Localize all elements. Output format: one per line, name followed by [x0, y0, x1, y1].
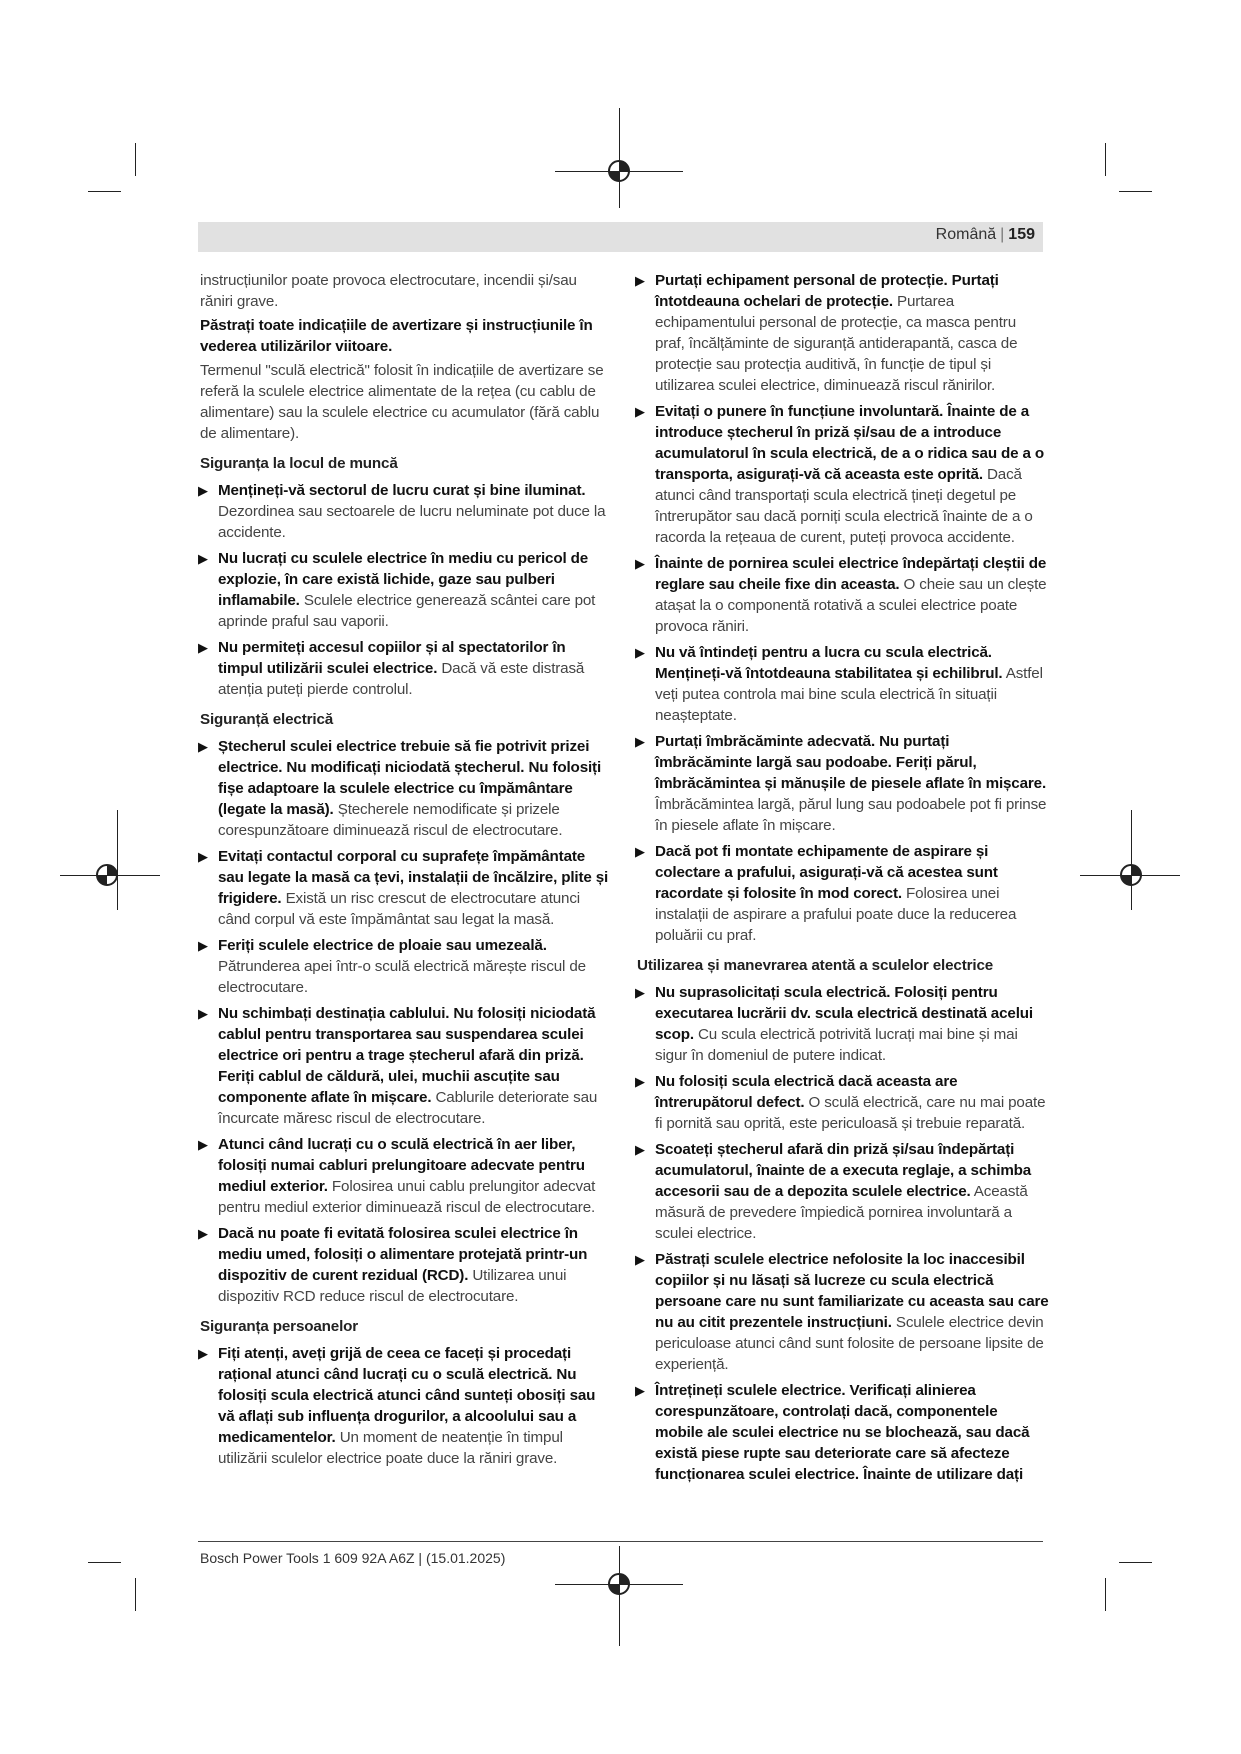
- item-bold: Feriți sculele electrice de ploaie sau umezeală.: [218, 937, 547, 954]
- section-title-usage: Utilizarea și manevrarea atentă a sculelor electrice: [637, 957, 994, 974]
- bullet-triangle-icon: ▶: [635, 404, 645, 419]
- item-bold: Nu lucrați cu sculele electrice în mediu cu pericol de explozie, în care există lichide, gaze sau pulberi inflamabile.: [218, 550, 589, 609]
- bullet-triangle-icon: ▶: [198, 849, 208, 864]
- item-text: Există un risc crescut de electrocutare atunci când corpul vă este împământat sau legat la masă.: [218, 890, 581, 928]
- item-bold: Ștecherul sculei electrice trebuie să fie potrivit prizei electrice. Nu modificați niciodată ștecherul. Nu folosiți fișe adaptoare la sculele electrice cu împământare (legate la masă).: [218, 738, 602, 818]
- item-bold: Nu permiteți accesul copiilor și al spectatorilor în timpul utilizării sculei electrice.: [218, 639, 566, 677]
- item-text: Dezordinea sau sectoarele de lucru neluminate pot duce la accidente.: [218, 503, 606, 541]
- bullet-triangle-icon: ▶: [635, 1383, 645, 1398]
- bullet-triangle-icon: ▶: [198, 1137, 208, 1152]
- list-item: [200, 935, 610, 998]
- bullet-triangle-icon: ▶: [635, 844, 645, 859]
- bullet-triangle-icon: ▶: [198, 1346, 208, 1361]
- item-bold: Evitați contactul corporal cu suprafețe împământate sau legate la masă ca țevi, instalații de încălzire, plite și frigidere.: [218, 848, 609, 907]
- item-bold: Nu folosiți scula electrică dacă aceasta are întrerupătorul defect.: [655, 1073, 958, 1111]
- term-definition: Termenul "sculă electrică" folosit în indicațiile de avertizare se referă la sculele electrice alimentate de la rețea (cu cablu de alimentare) sau la sculele electrice cu acumulator (fără cablu de alimentare).: [200, 362, 604, 442]
- list-item: [637, 731, 1049, 836]
- item-text: Folosirea unei instalații de aspirare a prafului poate duce la reducerea poluării cu praf.: [655, 885, 1017, 944]
- header-label: Română | 159: [935, 226, 1035, 243]
- item-bold: Purtați echipament personal de protecție. Purtați întotdeauna ochelari de protecție.: [655, 272, 999, 310]
- crop-mark: [135, 1578, 136, 1611]
- item-text: Ștecherele nemodificate și prizele corespunzătoare diminuează riscul de electrocutare.: [218, 801, 563, 839]
- list-item: [637, 1380, 1049, 1485]
- item-bold: Dacă pot fi montate echipamente de aspirare și colectare a prafului, asigurați-vă că acestea sunt racordate și folosite în mod corect.: [655, 843, 998, 902]
- list-item: [637, 401, 1049, 548]
- item-bold: Scoateți ștecherul afară din priză și/sau îndepărtați acumulatorul, înainte de a executa reglaje, a schimba accesorii sau de a depozita sculele electrice.: [655, 1141, 1032, 1200]
- item-text: Purtarea echipamentului personal de protecție, ca masca pentru praf, încălțăminte de siguranță antiderapantă, casca de protecție sau protecția auditivă, în funcție de tipul și utilizarea sculei electrice, diminuează riscul rănirilor.: [655, 293, 1018, 394]
- list-item: [637, 1071, 1049, 1134]
- item-text: Dacă vă este distrasă atenția puteți pierde controlul.: [218, 660, 585, 698]
- item-text: O cheie sau un clește atașat la o componentă rotativă a sculei electrice poate provoca răniri.: [655, 576, 1047, 635]
- list-item: [637, 982, 1049, 1066]
- section-title-workplace: Siguranța la locul de muncă: [200, 455, 398, 472]
- item-bold: Fiți atenți, aveți grijă de ceea ce faceți și procedați rațional atunci când lucrați cu o sculă electrică. Nu folosiți scula electrică atunci când sunteți obosiți sau vă aflați sub influența drogurilor, a alcoolului sau a medicamentelor.: [218, 1345, 596, 1446]
- item-text: Pătrunderea apei într-o sculă electrică mărește riscul de electrocutare.: [218, 958, 586, 996]
- registration-mark-icon: [605, 1570, 633, 1598]
- list-item: [200, 1223, 610, 1307]
- bullet-triangle-icon: ▶: [635, 1142, 645, 1157]
- bullet-triangle-icon: ▶: [635, 556, 645, 571]
- list-item: [200, 846, 610, 930]
- intro-continuation: instrucțiunilor poate provoca electrocutare, incendii și/sau răniri grave.: [200, 272, 577, 310]
- list-item: [637, 270, 1049, 396]
- item-bold: Înainte de pornirea sculei electrice îndepărtați cleștii de reglare sau cheile fixe din aceasta.: [655, 555, 1047, 593]
- crop-mark: [1119, 1562, 1152, 1563]
- footer-info: Bosch Power Tools 1 609 92A A6Z | (15.01.2025): [200, 1550, 506, 1566]
- page-header: [198, 222, 1043, 252]
- list-item: [200, 480, 610, 543]
- list-item: [200, 548, 610, 632]
- bullet-triangle-icon: ▶: [198, 1226, 208, 1241]
- item-text: Cu scula electrică potrivită lucrați mai bine și mai sigur în domeniul de putere indicat.: [655, 1026, 1018, 1064]
- footer-divider: [198, 1541, 1043, 1542]
- item-bold: Întrețineți sculele electrice. Verificați alinierea corespunzătoare, controlați dacă, componentele mobile ale sculei electrice nu se blochează, sau dacă există piese rupte sau deteriorate care să afecteze funcționarea sculei electrice. Înainte de utilizare dați: [655, 1382, 1030, 1483]
- item-text: Cablurile deteriorate sau încurcate măresc riscul de electrocutare.: [218, 1089, 598, 1127]
- list-item: [637, 1249, 1049, 1375]
- header-language: Română: [935, 226, 997, 243]
- bullet-triangle-icon: ▶: [198, 1006, 208, 1021]
- crop-mark: [88, 191, 121, 192]
- crop-mark: [1131, 810, 1132, 910]
- bullet-triangle-icon: ▶: [635, 1252, 645, 1267]
- left-column: [200, 270, 610, 1474]
- crop-mark: [1105, 143, 1106, 176]
- crop-mark: [88, 1562, 121, 1563]
- list-item: [200, 1343, 610, 1469]
- bullet-triangle-icon: ▶: [635, 645, 645, 660]
- item-text: O sculă electrică, care nu mai poate fi pornită sau oprită, este periculoasă și trebuie reparată.: [655, 1094, 1046, 1132]
- bullet-triangle-icon: ▶: [635, 1074, 645, 1089]
- registration-mark-icon: [1117, 861, 1145, 889]
- item-text: Sculele electrice devin periculoase atunci când sunt folosite de persoane lipsite de experiență.: [655, 1314, 1044, 1373]
- item-text: Sculele electrice generează scântei care pot aprinde praful sau vaporii.: [218, 592, 596, 630]
- list-item: [200, 637, 610, 700]
- bullet-triangle-icon: ▶: [198, 551, 208, 566]
- list-item: [637, 1139, 1049, 1244]
- crop-mark: [1105, 1578, 1106, 1611]
- list-item: [637, 841, 1049, 946]
- item-bold: Mențineți-vă sectorul de lucru curat și bine iluminat.: [218, 482, 586, 499]
- bullet-triangle-icon: ▶: [635, 985, 645, 1000]
- item-text: Îmbrăcămintea largă, părul lung sau podoabele pot fi prinse în piesele aflate în mișcare.: [655, 796, 1047, 834]
- item-bold: Nu suprasolicitați scula electrică. Folosiți pentru executarea lucrării dv. scula electrică destinată acelui scop.: [655, 984, 1033, 1043]
- crop-mark: [117, 810, 118, 910]
- item-text: Astfel veți putea controla mai bine scula electrică în situații neașteptate.: [655, 665, 1043, 724]
- item-bold: Dacă nu poate fi evitată folosirea sculei electrice în mediu umed, folosiți o alimentare protejată printr-un dispozitiv de curent rezidual (RCD).: [218, 1225, 588, 1284]
- list-item: [637, 642, 1049, 726]
- list-item: [200, 1003, 610, 1129]
- list-item: [637, 553, 1049, 637]
- bullet-triangle-icon: ▶: [198, 483, 208, 498]
- registration-mark-icon: [93, 861, 121, 889]
- item-bold: Nu schimbați destinația cablului. Nu folosiți niciodată cablul pentru transportarea sau suspendarea sculei electrice ori pentru a trage ștecherul afară din priză. Feriți cablul de căldură, ulei, muchii ascuțite sau componente aflate în mișcare.: [218, 1005, 596, 1106]
- section-title-electrical: Siguranță electrică: [200, 711, 334, 728]
- list-item: [200, 736, 610, 841]
- bullet-triangle-icon: ▶: [198, 640, 208, 655]
- section-title-personal: Siguranța persoanelor: [200, 1318, 359, 1335]
- bullet-triangle-icon: ▶: [635, 273, 645, 288]
- bullet-triangle-icon: ▶: [635, 734, 645, 749]
- item-text: Utilizarea unui dispozitiv RCD reduce riscul de electrocutare.: [218, 1267, 567, 1305]
- item-bold: Nu vă întindeți pentru a lucra cu scula electrică. Mențineți-vă întotdeauna stabilitatea și echilibrul.: [655, 644, 1003, 682]
- item-bold: Păstrați sculele electrice nefolosite la loc inaccesibil copiilor și nu lăsați să lucreze cu scula electrică persoane care nu sunt familiarizate cu aceasta sau care nu au citit prezentele instrucțiuni.: [655, 1251, 1049, 1331]
- item-text: Dacă atunci când transportați scula electrică țineți degetul pe întrerupător sau dacă porniți scula electrică înainte de a o racorda la rețeaua de curent, puteți provoca accidente.: [655, 466, 1033, 546]
- right-column: [637, 270, 1049, 1490]
- keep-instructions-warning: Păstrați toate indicațiile de avertizare și instrucțiunile în vederea utilizărilor viitoare.: [200, 317, 593, 355]
- item-bold: Purtați îmbrăcăminte adecvată. Nu purtați îmbrăcăminte largă sau podoabe. Feriți părul, îmbrăcămintea și mănușile de piesele aflate în mișcare.: [655, 733, 1047, 792]
- item-text: Folosirea unui cablu prelungitor adecvat pentru mediul exterior diminuează riscul de electrocutare.: [218, 1178, 596, 1216]
- item-bold: Evitați o punere în funcțiune involuntară. Înainte de a introduce ștecherul în priză și/sau de a introduce acumulatorul în scula electrică, de a o ridica sau de a o transporta, asigurați-vă că aceasta este oprită.: [655, 403, 1045, 483]
- item-text: Un moment de neatenție în timpul utilizării sculelor electrice poate duce la răniri grave.: [218, 1429, 563, 1467]
- crop-mark: [135, 143, 136, 176]
- crop-mark: [1119, 191, 1152, 192]
- item-text: Această măsură de prevedere împiedică pornirea involuntară a sculei electrice.: [655, 1183, 1028, 1242]
- item-bold: Atunci când lucrați cu o sculă electrică în aer liber, folosiți numai cabluri prelungitoare adecvate pentru mediul exterior.: [218, 1136, 585, 1195]
- bullet-triangle-icon: ▶: [198, 938, 208, 953]
- page-number: 159: [1008, 226, 1035, 243]
- registration-mark-icon: [605, 157, 633, 185]
- bullet-triangle-icon: ▶: [198, 739, 208, 754]
- list-item: [200, 1134, 610, 1218]
